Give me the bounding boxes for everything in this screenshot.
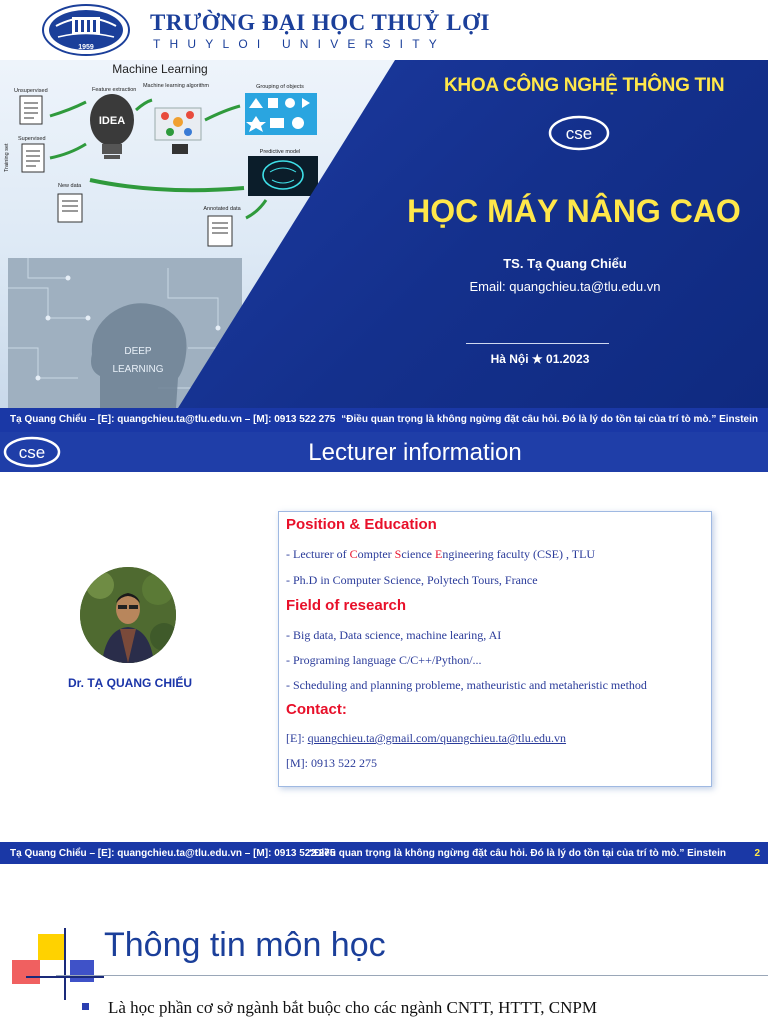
person-icon: [80, 567, 176, 663]
contact-phone: [M]: 0913 522 275: [286, 756, 377, 770]
unsupervised-doc-icon: [20, 96, 42, 124]
lightbulb-icon: [90, 94, 134, 159]
algorithm-network-icon: [155, 108, 201, 154]
slide-title: Thông tin môn học: [104, 926, 386, 964]
footer-quote: “Điều quan trọng là không ngừng đặt câu hỏi. Đó là lý do tồn tại của trí tò mò.” Einstein: [341, 414, 758, 425]
arrow-icon: [246, 200, 266, 218]
title-underline: [56, 975, 768, 976]
page-number: 2: [754, 848, 760, 859]
lecturer-name: TS. Tạ Quang Chiểu: [503, 256, 627, 271]
arrow-icon: [90, 180, 244, 190]
position-text: ngineering faculty (CSE) , TLU: [442, 547, 596, 561]
divider: [466, 343, 609, 344]
decor-red-square: [12, 960, 40, 984]
bullet-text: Là học phần cơ sở ngành bắt buộc cho các ngành CNTT, HTTT, CNPM: [108, 998, 597, 1017]
arrow-icon: [136, 100, 152, 110]
new-data-doc-icon: [58, 194, 82, 222]
lecturer-info-slide: [0, 432, 768, 864]
title-slide-body: [0, 60, 768, 408]
cse-logo-text: cse: [565, 124, 593, 143]
brain-icon: [248, 156, 318, 196]
diagram-title: Machine Learning: [112, 62, 208, 76]
decor-yellow-square: [38, 934, 64, 960]
idea-word: IDEA: [98, 115, 126, 127]
learning-word: LEARNING: [112, 364, 164, 375]
position-text: cience: [401, 547, 435, 561]
predictive-label: Predictive model: [259, 149, 301, 155]
slide-header: [0, 432, 768, 472]
footer-contact: Tạ Quang Chiểu – [E]: quangchieu.ta@tlu.edu.vn – [M]: 0913 522 275: [10, 414, 336, 425]
research-item: - Scheduling and planning probleme, matheuristic and metaheristic method: [286, 678, 647, 692]
contact-heading: Contact:: [286, 701, 347, 718]
grouping-label: Grouping of objects: [256, 84, 304, 90]
title-slide: [0, 0, 768, 432]
logo-year: 1959: [78, 44, 94, 51]
arrow-icon: [50, 102, 86, 116]
position-text: - Lecturer of: [286, 547, 350, 561]
date-line: Hà Nội ★ 01.2023: [490, 352, 590, 366]
university-name-en: THUYLOI UNIVERSITY: [153, 37, 446, 51]
arrow-icon: [205, 106, 240, 120]
cse-logo: [548, 114, 610, 152]
position-heading: Position & Education: [286, 516, 437, 533]
research-item: - Big data, Data science, machine learing, AI: [286, 628, 502, 642]
cse-logo-text: cse: [18, 443, 46, 462]
research-item: - Programing language C/C++/Python/...: [286, 653, 482, 667]
lecturer-name: Dr. TẠ QUANG CHIỂU: [67, 676, 192, 690]
slide-footer: [0, 408, 768, 432]
annotated-doc-icon: [208, 216, 232, 246]
machine-learning-diagram: [0, 60, 330, 260]
supervised-doc-icon: [22, 144, 44, 172]
lecturer-photo: [80, 567, 176, 663]
new-data-label: New data: [58, 183, 82, 189]
unsupervised-label: Unsupervised: [14, 88, 48, 94]
faculty-name: KHOA CÔNG NGHỆ THÔNG TIN: [444, 75, 725, 96]
highlight-letter: E: [434, 547, 443, 561]
research-heading: Field of research: [286, 597, 407, 614]
university-name-vi: TRƯỜNG ĐẠI HỌC THUỶ LỢI: [150, 10, 490, 35]
grouping-shapes-icon: [245, 93, 317, 135]
arrow-icon: [50, 144, 86, 158]
position-text: ompter: [357, 547, 395, 561]
feature-extraction-label: Feature extraction: [92, 87, 137, 93]
contact-email: [286, 731, 566, 746]
deep-word: DEEP: [124, 346, 152, 357]
decor-vertical-line: [64, 928, 66, 1000]
decor-blue-square: [70, 960, 94, 982]
highlight-letter: S: [394, 547, 402, 561]
highlight-letter: C: [349, 547, 358, 561]
university-logo: [42, 4, 130, 56]
slide-title: Lecturer information: [308, 439, 522, 466]
training-set-label: Training set: [4, 143, 10, 172]
annotated-label: Annotated data: [203, 206, 241, 212]
lecturer-email: Email: quangchieu.ta@tlu.edu.vn: [469, 279, 661, 294]
course-info-slide: [0, 864, 768, 1024]
contact-email-prefix: [E]:: [286, 731, 308, 745]
slide-footer: [0, 842, 768, 864]
bullet-icon: [82, 1003, 89, 1010]
course-title: HỌC MÁY NÂNG CAO: [407, 193, 741, 229]
contact-email-link[interactable]: quangchieu.ta@gmail.com/quangchieu.ta@tlu.edu.vn: [307, 731, 567, 745]
position-item: - Ph.D in Computer Science, Polytech Tours, France: [286, 573, 538, 587]
university-header: [0, 0, 768, 60]
footer-quote: “Điều quan trọng là không ngừng đặt câu hỏi. Đó là lý do tồn tại của trí tò mò.” Einstein: [309, 848, 726, 859]
supervised-label: Supervised: [18, 136, 46, 142]
decor-horizontal-line: [26, 976, 104, 978]
position-item: [286, 547, 595, 562]
lecturer-info-box: [278, 511, 712, 787]
algorithm-label: Machine learning algorithm: [142, 83, 210, 89]
footer-contact: Tạ Quang Chiểu – [E]: quangchieu.ta@tlu.edu.vn – [M]: 0913 522 275: [10, 848, 336, 859]
